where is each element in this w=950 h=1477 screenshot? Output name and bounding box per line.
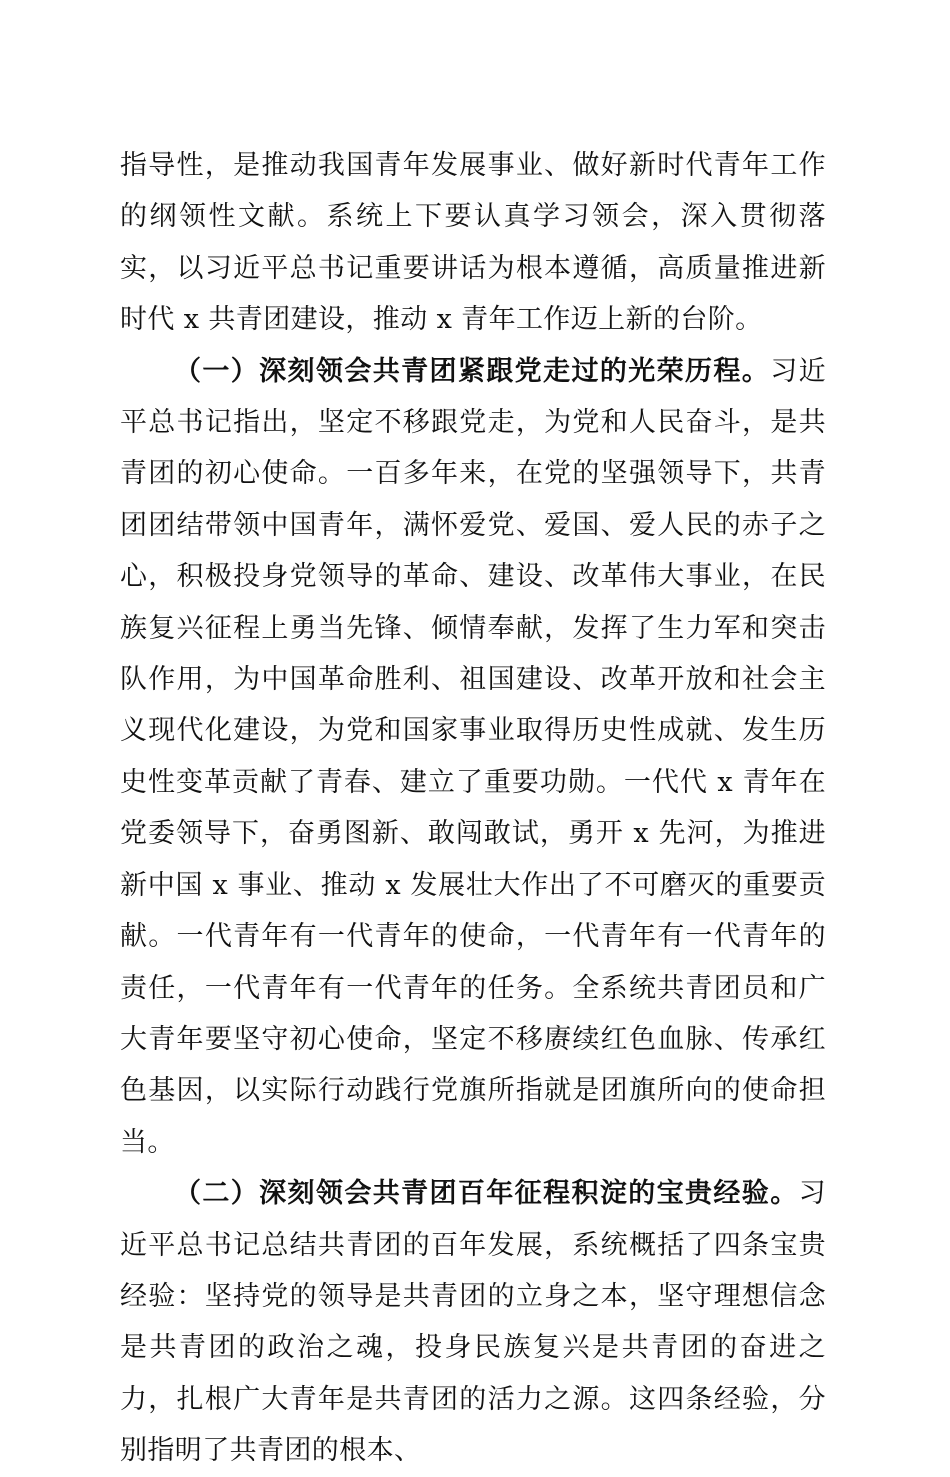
document-body [120,140,826,1477]
section-two-heading: （二）深刻领会共青团百年征程积淀的宝贵经验。 [174,1178,799,1210]
paragraph-section-one [120,346,826,1169]
section-one-text: 习近平总书记指出，坚定不移跟党走，为党和人民奋斗，是共青团的初心使命。一百多年来，在党的坚强领导下，共青团团结带领中国青年，满怀爱党、爱国、爱人民的赤子之心，积极投身党领导的革命、建设、改革伟大事业，在民族复兴征程上勇当先锋、倾情奉献，发挥了生力军和突击队作用，为中国革命胜利、祖国建设、改革开放和社会主义现代化建设，为党和国家事业取得历史性成就、发生历史性变革贡献了青春、建立了重要功勋。一代代 x 青年在党委领导下，奋勇图新、敢闯敢试，勇开 x 先河，为推进新中国 x 事业、推动 x 发展壮大作出了不可磨灭的重要贡献。一代青年有一代青年的使命，一代青年有一代青年的责任，一代青年有一代青年的任务。全系统共青团员和广大青年要坚守初心使命，坚定不移赓续红色血脉、传承红色基因，以实际行动践行党旗所指就是团旗所向的使命担当。 [120,355,826,1158]
paragraph-intro [120,140,826,346]
section-two-text: 习近平总书记总结共青团的百年发展，系统概括了四条宝贵经验：坚持党的领导是共青团的立身之本，坚守理想信念是共青团的政治之魂，投身民族复兴是共青团的奋进之力，扎根广大青年是共青团的活力之源。这四条经验，分别指明了共青团的根本、 [120,1178,826,1467]
section-one-heading: （一）深刻领会共青团紧跟党走过的光荣历程。 [174,355,771,387]
paragraph-intro-text: 指导性，是推动我国青年发展事业、做好新时代青年工作的纲领性文献。系统上下要认真学习领会，深入贯彻落实，以习近平总书记重要讲话为根本遵循，高质量推进新时代 x 共青团建设，推动 x 青年工作迈上新的台阶。 [120,150,826,336]
paragraph-section-two [120,1168,826,1476]
